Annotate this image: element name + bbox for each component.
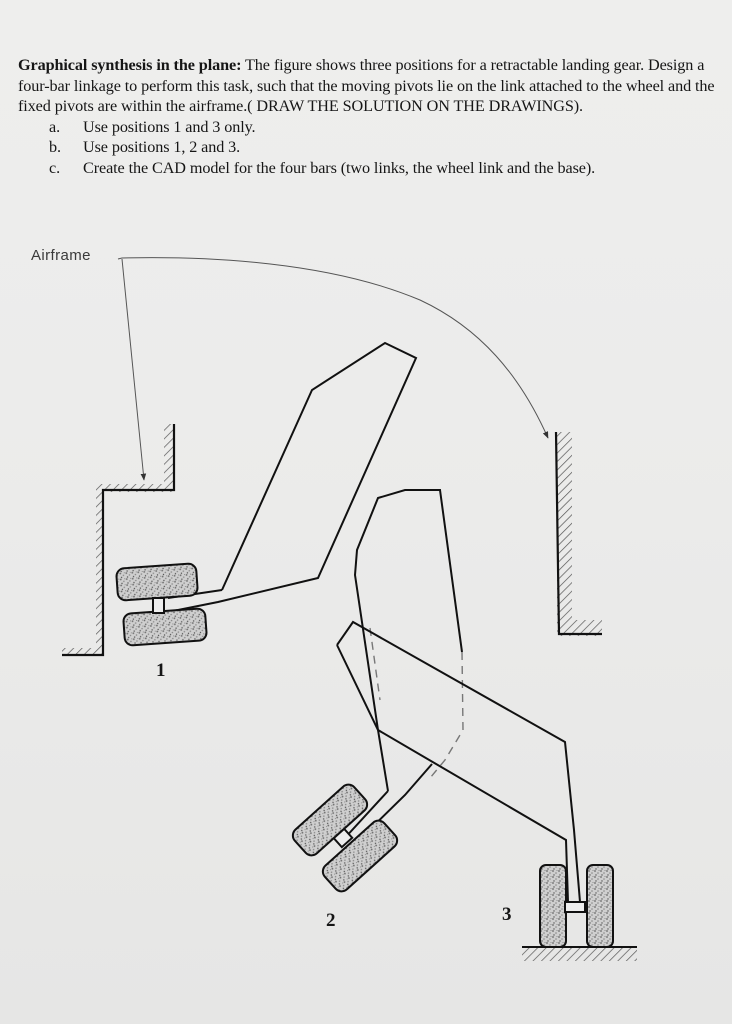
wheel-3a: [540, 865, 566, 947]
position-label-1: 1: [156, 660, 166, 681]
gear-leg-2: [355, 490, 462, 791]
problem-title: Graphical synthesis in the plane:: [18, 56, 242, 74]
task-text: Use positions 1 and 3 only.: [83, 117, 256, 136]
arc-arrow-right: [118, 258, 548, 438]
gear-position-2: [290, 490, 463, 895]
gear-position-3: [337, 622, 613, 947]
position-label-2: 2: [326, 910, 336, 931]
task-marker: b.: [49, 138, 61, 156]
position-label-3: 3: [502, 904, 512, 925]
problem-description: The figure shows three positions for a retractable landing gear. Design a four-bar linkage to perform this task, such that the moving pivots lie on the link attached to the wheel and the fixed pivots are within the airframe.( DRAW THE SOLUTION ON THE DRAWINGS).: [18, 56, 715, 115]
task-text: Create the CAD model for the four bars (two links, the wheel link and the base).: [83, 158, 596, 177]
axle-1: [153, 598, 164, 613]
wheel-1a: [116, 563, 198, 601]
task-marker: a.: [49, 117, 61, 136]
axle-3: [565, 902, 585, 912]
arrow-to-left-wall: [122, 259, 144, 480]
task-text: Use positions 1, 2 and 3.: [83, 138, 241, 156]
wheel-3b: [587, 865, 613, 947]
right-airframe-wall: [556, 432, 602, 636]
ground: [522, 947, 637, 961]
gear-leg-1: [168, 343, 416, 612]
airframe-label: Airframe: [31, 247, 91, 264]
task-marker: c.: [49, 158, 61, 177]
airframe-leader: [118, 258, 548, 480]
gear-position-1: [116, 343, 416, 646]
